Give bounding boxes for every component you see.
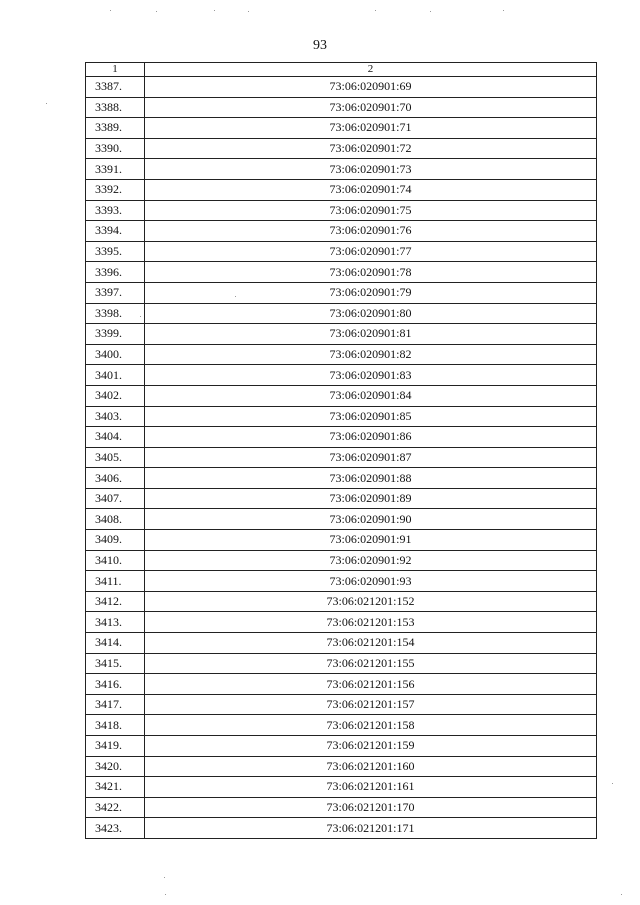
- cadastral-number-cell: 73:06:020901:82: [145, 344, 597, 365]
- row-number-cell: 3411.: [86, 571, 145, 592]
- table-row: [86, 406, 597, 427]
- cadastral-number-cell: 73:06:020901:76: [145, 221, 597, 242]
- table-row: [86, 344, 597, 365]
- scan-speck: [110, 10, 111, 11]
- row-number-cell: 3403.: [86, 406, 145, 427]
- scan-speck: [248, 11, 249, 12]
- cadastral-number-cell: 73:06:020901:91: [145, 530, 597, 551]
- scan-speck: [164, 877, 165, 878]
- table-row: [86, 591, 597, 612]
- table-row: [86, 633, 597, 654]
- cadastral-number-cell: 73:06:020901:93: [145, 571, 597, 592]
- table-row: [86, 118, 597, 139]
- scan-speck: [156, 11, 157, 12]
- page-number: 93: [313, 38, 327, 53]
- row-number-cell: 3421.: [86, 777, 145, 798]
- cadastral-register-table: [85, 62, 597, 839]
- cadastral-number-cell: 73:06:021201:158: [145, 715, 597, 736]
- row-number-cell: 3402.: [86, 385, 145, 406]
- cadastral-number-cell: 73:06:020901:85: [145, 406, 597, 427]
- table-row: [86, 179, 597, 200]
- table-row: [86, 221, 597, 242]
- row-number-cell: 3395.: [86, 241, 145, 262]
- row-number-cell: 3390.: [86, 138, 145, 159]
- cadastral-number-cell: 73:06:020901:74: [145, 179, 597, 200]
- cadastral-number-cell: 73:06:020901:69: [145, 77, 597, 98]
- row-number-cell: 3396.: [86, 262, 145, 283]
- table-row: [86, 509, 597, 530]
- cadastral-number-cell: 73:06:021201:161: [145, 777, 597, 798]
- cadastral-number-cell: 73:06:021201:154: [145, 633, 597, 654]
- row-number-cell: 3413.: [86, 612, 145, 633]
- table-row: [86, 97, 597, 118]
- row-number-cell: 3422.: [86, 797, 145, 818]
- row-number-cell: 3399.: [86, 324, 145, 345]
- row-number-cell: 3388.: [86, 97, 145, 118]
- column-header-code: 2: [145, 63, 597, 77]
- cadastral-number-cell: 73:06:020901:80: [145, 303, 597, 324]
- cadastral-number-cell: 73:06:021201:170: [145, 797, 597, 818]
- cadastral-number-cell: 73:06:020901:73: [145, 159, 597, 180]
- scan-speck: [46, 103, 47, 104]
- row-number-cell: 3401.: [86, 365, 145, 386]
- scan-speck: [165, 894, 166, 895]
- table-row: [86, 138, 597, 159]
- cadastral-number-cell: 73:06:020901:87: [145, 447, 597, 468]
- row-number-cell: 3404.: [86, 427, 145, 448]
- row-number-cell: 3415.: [86, 653, 145, 674]
- row-number-cell: 3400.: [86, 344, 145, 365]
- cadastral-number-cell: 73:06:020901:92: [145, 550, 597, 571]
- row-number-cell: 3391.: [86, 159, 145, 180]
- table-row: [86, 262, 597, 283]
- row-number-cell: 3418.: [86, 715, 145, 736]
- row-number-cell: 3412.: [86, 591, 145, 612]
- table-row: [86, 77, 597, 98]
- cadastral-number-cell: 73:06:020901:71: [145, 118, 597, 139]
- table-row: [86, 571, 597, 592]
- row-number-cell: 3406.: [86, 468, 145, 489]
- row-number-cell: 3417.: [86, 694, 145, 715]
- table-row: [86, 159, 597, 180]
- table-row: [86, 550, 597, 571]
- cadastral-number-cell: 73:06:020901:86: [145, 427, 597, 448]
- table-row: [86, 365, 597, 386]
- cadastral-number-cell: 73:06:020901:79: [145, 282, 597, 303]
- row-number-cell: 3393.: [86, 200, 145, 221]
- scan-speck: [430, 11, 431, 12]
- table-row: [86, 756, 597, 777]
- table-row: [86, 530, 597, 551]
- cadastral-number-cell: 73:06:020901:83: [145, 365, 597, 386]
- cadastral-number-cell: 73:06:020901:72: [145, 138, 597, 159]
- row-number-cell: 3394.: [86, 221, 145, 242]
- scan-speck: [612, 783, 613, 784]
- scan-speck: [503, 10, 504, 11]
- cadastral-number-cell: 73:06:020901:75: [145, 200, 597, 221]
- row-number-cell: 3392.: [86, 179, 145, 200]
- table-row: [86, 653, 597, 674]
- table-row: [86, 674, 597, 695]
- table-row: [86, 488, 597, 509]
- row-number-cell: 3387.: [86, 77, 145, 98]
- table-row: [86, 200, 597, 221]
- cadastral-number-cell: 73:06:021201:160: [145, 756, 597, 777]
- cadastral-number-cell: 73:06:021201:159: [145, 736, 597, 757]
- table-row: [86, 427, 597, 448]
- table-body: [86, 77, 597, 839]
- cadastral-number-cell: 73:06:020901:70: [145, 97, 597, 118]
- cadastral-number-cell: 73:06:021201:157: [145, 694, 597, 715]
- row-number-cell: 3420.: [86, 756, 145, 777]
- cadastral-number-cell: 73:06:021201:152: [145, 591, 597, 612]
- table-header-row: [86, 63, 597, 77]
- cadastral-number-cell: 73:06:020901:78: [145, 262, 597, 283]
- row-number-cell: 3397.: [86, 282, 145, 303]
- row-number-cell: 3423.: [86, 818, 145, 839]
- table-row: [86, 694, 597, 715]
- table-row: [86, 736, 597, 757]
- table-row: [86, 797, 597, 818]
- row-number-cell: 3410.: [86, 550, 145, 571]
- cadastral-number-cell: 73:06:020901:89: [145, 488, 597, 509]
- row-number-cell: 3414.: [86, 633, 145, 654]
- table-row: [86, 777, 597, 798]
- cadastral-number-cell: 73:06:020901:81: [145, 324, 597, 345]
- table-row: [86, 715, 597, 736]
- scan-speck: [621, 894, 622, 895]
- table-row: [86, 612, 597, 633]
- cadastral-number-cell: 73:06:021201:171: [145, 818, 597, 839]
- table-row: [86, 447, 597, 468]
- row-number-cell: 3407.: [86, 488, 145, 509]
- table-row: [86, 385, 597, 406]
- cadastral-number-cell: 73:06:021201:153: [145, 612, 597, 633]
- cadastral-number-cell: 73:06:021201:156: [145, 674, 597, 695]
- row-number-cell: 3408.: [86, 509, 145, 530]
- row-number-cell: 3389.: [86, 118, 145, 139]
- table-row: [86, 324, 597, 345]
- table-row: [86, 818, 597, 839]
- column-header-index: 1: [86, 63, 145, 77]
- table-row: [86, 303, 597, 324]
- cadastral-number-cell: 73:06:020901:84: [145, 385, 597, 406]
- table-row: [86, 468, 597, 489]
- table-row: [86, 241, 597, 262]
- table-row: [86, 282, 597, 303]
- cadastral-number-cell: 73:06:020901:77: [145, 241, 597, 262]
- row-number-cell: 3398.: [86, 303, 145, 324]
- row-number-cell: 3405.: [86, 447, 145, 468]
- row-number-cell: 3419.: [86, 736, 145, 757]
- scan-speck: [375, 10, 376, 11]
- cadastral-number-cell: 73:06:020901:90: [145, 509, 597, 530]
- row-number-cell: 3416.: [86, 674, 145, 695]
- cadastral-number-cell: 73:06:021201:155: [145, 653, 597, 674]
- cadastral-number-cell: 73:06:020901:88: [145, 468, 597, 489]
- row-number-cell: 3409.: [86, 530, 145, 551]
- scan-speck: [214, 10, 215, 11]
